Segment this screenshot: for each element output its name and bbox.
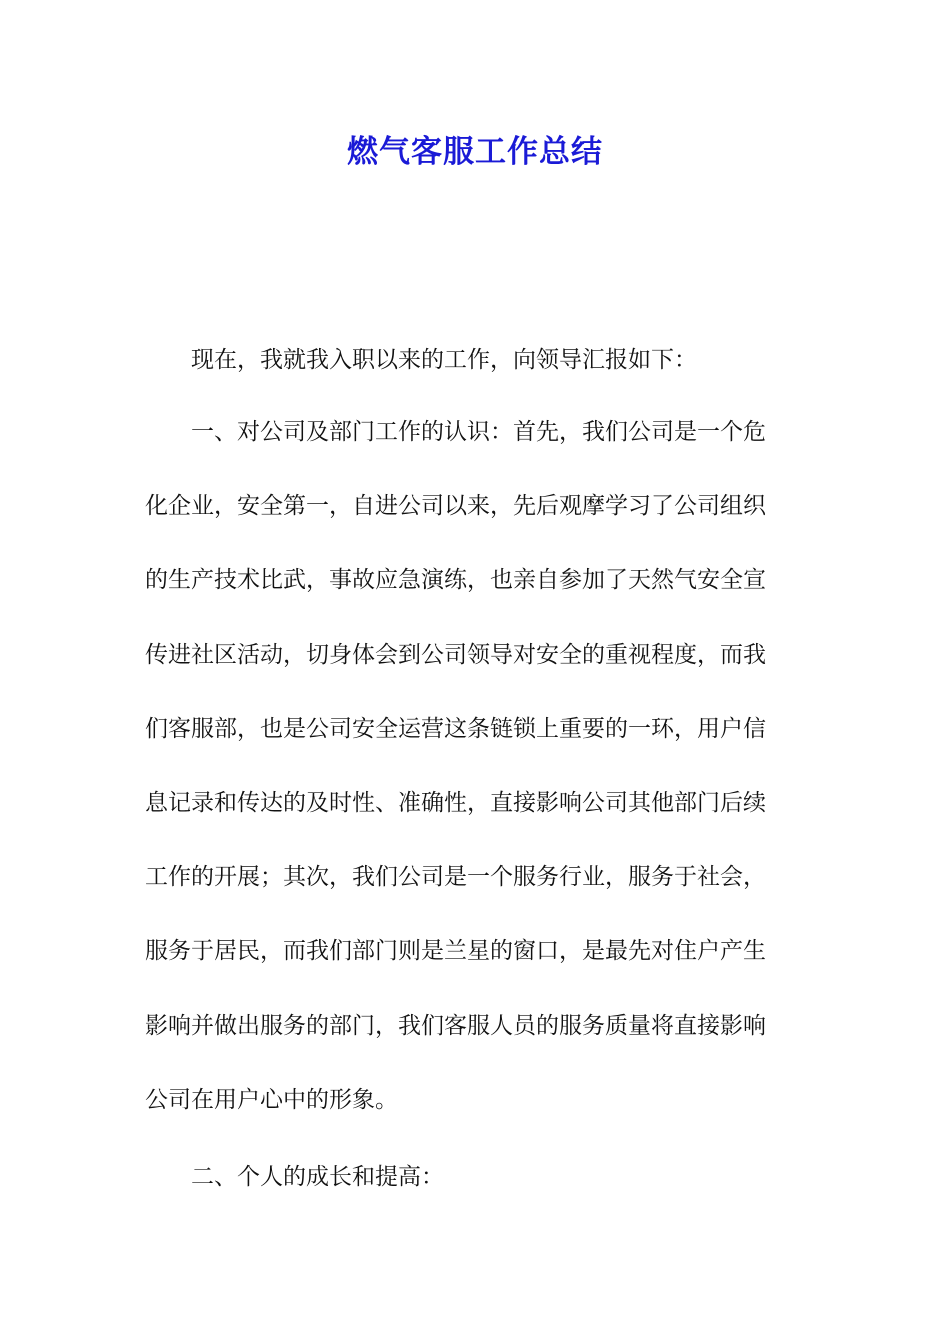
section-two-heading xyxy=(145,1157,807,1231)
page-title: 燃气客服工作总结 xyxy=(347,134,603,170)
section-one-paragraph xyxy=(145,412,807,1154)
paragraph-line: 息记录和传达的及时性、准确性，直接影响公司其他部门后续 xyxy=(145,789,766,816)
paragraph-line: 工作的开展；其次，我们公司是一个服务行业，服务于社会， xyxy=(145,864,766,891)
paragraph-line: 二、个人的成长和提高： xyxy=(191,1164,444,1190)
paragraph-line: 一、对公司及部门工作的认识：首先，我们公司是一个危 xyxy=(191,419,766,445)
paragraph-line: 化企业，安全第一，自进公司以来，先后观摩学习了公司组织 xyxy=(145,493,766,520)
paragraph-line: 传进社区活动，切身体会到公司领导对安全的重视程度，而我 xyxy=(145,641,766,668)
paragraph-line: 们客服部，也是公司安全运营这条链锁上重要的一环，用户信 xyxy=(145,715,766,742)
paragraph-line: 影响并做出服务的部门，我们客服人员的服务质量将直接影响 xyxy=(145,1012,766,1039)
paragraph-line: 的生产技术比武，事故应急演练，也亲自参加了天然气安全宣 xyxy=(145,567,766,594)
paragraph-line: 公司在用户心中的形象。 xyxy=(145,1086,398,1113)
paragraph-line: 现在，我就我入职以来的工作，向领导汇报如下： xyxy=(191,347,697,373)
intro-paragraph xyxy=(145,340,807,414)
paragraph-line: 服务于居民，而我们部门则是兰星的窗口，是最先对住户产生 xyxy=(145,938,766,965)
